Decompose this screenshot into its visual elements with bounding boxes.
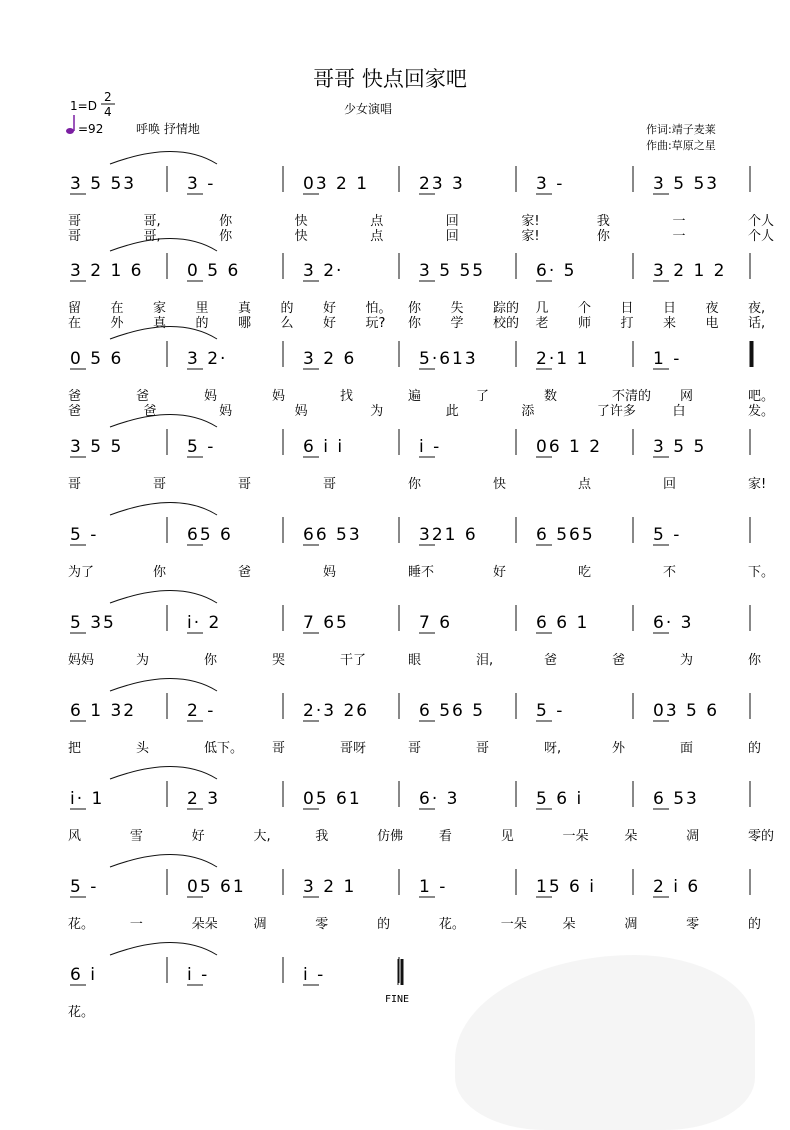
lyric-word: 朵 (624, 829, 638, 844)
lyric-word: 一 (672, 214, 686, 229)
slur-arc (110, 503, 217, 516)
lyric-word: 头 (136, 741, 150, 756)
lyric-word: 哥 (272, 741, 286, 756)
lyric-word: 踪的 (493, 301, 520, 316)
lyric-word: 师 (578, 316, 592, 331)
lyric-word: 的 (748, 741, 762, 756)
measure-notes: 6 565 (536, 525, 595, 545)
lyric-word: 在 (110, 301, 124, 316)
measure-notes: i· 2 (187, 613, 222, 633)
lyric-word: 几 (535, 301, 549, 316)
time-top: 2 (104, 90, 112, 104)
lyric-word: 外 (110, 316, 124, 331)
lyric-word: 哥 (68, 229, 82, 244)
measure-notes: 6 1 32 (70, 701, 137, 721)
lyric-word: 花。 (438, 917, 465, 932)
performer: 少女演唱 (343, 102, 393, 116)
lyric-word: 朵朵 (191, 917, 218, 932)
slur-arc (110, 591, 217, 604)
lyric-word: 你 (408, 316, 422, 331)
lyric-word: 点 (578, 477, 592, 492)
measure-notes: 0 5 6 (187, 261, 241, 281)
lyric-word: 哥 (476, 741, 490, 756)
measure-notes: 3 5 5 (70, 437, 124, 457)
measure-notes: 5 6 i (536, 789, 584, 809)
measure-notes: 5 - (653, 525, 682, 545)
lyric-word: 呀, (544, 741, 562, 756)
lyric-word: 一朵 (500, 917, 527, 932)
fine-mark: FINE (384, 994, 410, 1005)
measure-notes: 5 - (187, 437, 216, 457)
measure-notes: 2 3 (187, 789, 221, 809)
lyric-word: 外 (612, 741, 626, 756)
expression-mark: 呼唤 抒情地 (136, 122, 200, 136)
measure-notes: 05 61 (303, 789, 362, 809)
measure-notes: 6· 3 (419, 789, 460, 809)
lyric-word: 花。 (68, 917, 95, 932)
lyric-word: 大, (253, 829, 271, 844)
lyric-word: 为 (370, 404, 384, 419)
tempo: =92 (78, 122, 104, 136)
lyric-word: 你 (219, 214, 233, 229)
lyric-word: 为 (136, 653, 150, 668)
lyric-word: 妈 (294, 404, 308, 419)
lyric-word: 不 (663, 565, 677, 580)
measure-notes: 6· 3 (653, 613, 694, 633)
lyric-word: 哥 (68, 214, 82, 229)
lyric-word: 爸 (143, 404, 157, 419)
lyric-word: 遍 (408, 389, 422, 404)
slur-arc (110, 679, 217, 692)
lyric-word: 低下。 (204, 741, 244, 756)
measure-notes: 1 - (419, 877, 448, 897)
lyric-word: 你 (596, 229, 610, 244)
measure-notes: 3 - (536, 174, 565, 194)
lyric-word: 妈 (219, 404, 233, 419)
lyric-word: 回 (445, 214, 459, 229)
measure-notes: 23 3 (419, 174, 465, 194)
lyric-word: 哥, (143, 229, 161, 244)
lyric-word: 夜, (748, 301, 766, 316)
lyric-word: 真 (238, 301, 252, 316)
lyric-word: 哭 (272, 653, 286, 668)
lyric-word: 一 (672, 229, 686, 244)
lyric-word: 好 (323, 301, 337, 316)
measure-notes: 3 5 5 (653, 437, 707, 457)
measure-notes: 5 35 (70, 613, 116, 633)
lyric-word: 你 (204, 653, 218, 668)
lyric-word: 回 (445, 229, 459, 244)
lyric-word: 我 (315, 829, 329, 844)
lyric-word: 来 (663, 316, 677, 331)
measure-notes: 7 65 (303, 613, 349, 633)
lyric-word: 的 (377, 917, 391, 932)
measure-notes: 06 1 2 (536, 437, 603, 457)
lyric-word: 白 (672, 404, 686, 419)
lyric-word: 眼 (408, 653, 422, 668)
lyric-word: 妈 (272, 389, 286, 404)
measure-notes: 15 6 i (536, 877, 596, 897)
lyric-word: 爸 (68, 404, 82, 419)
lyric-word: 学 (450, 316, 464, 331)
lyric-word: 哥呀 (340, 741, 367, 756)
composer-credit: 作曲:草原之星 (646, 139, 716, 152)
measure-notes: 03 5 6 (653, 701, 720, 721)
lyric-word: 把 (68, 741, 82, 756)
lyric-word: 个人 (748, 214, 775, 229)
lyric-word: 添 (521, 404, 535, 419)
lyric-word: 朵 (562, 917, 576, 932)
lyric-word: 数 (544, 389, 558, 404)
lyric-word: 爸 (136, 389, 150, 404)
lyric-word: 妈 (204, 389, 218, 404)
lyric-word: 个人 (748, 229, 775, 244)
lyric-word: 校的 (493, 316, 520, 331)
slur-arc (110, 152, 217, 165)
measure-notes: 6· 5 (536, 261, 577, 281)
measure-notes: 5 - (70, 525, 99, 545)
lyric-word: 看 (438, 829, 452, 844)
lyric-word: 零 (686, 917, 700, 932)
lyric-word: 个 (578, 301, 592, 316)
lyric-word: 夜 (705, 301, 719, 316)
lyric-word: 泪, (476, 653, 494, 668)
measure-notes: 3 5 53 (70, 174, 137, 194)
measure-notes: 0 5 6 (70, 349, 124, 369)
lyric-word: 一朵 (562, 829, 589, 844)
lyric-word: 哥 (323, 477, 337, 492)
lyric-word: 我 (596, 214, 610, 229)
lyric-word: 哥 (408, 741, 422, 756)
lyric-word: 快 (493, 477, 507, 492)
lyric-word: 点 (370, 214, 384, 229)
measure-notes: 3 - (187, 174, 216, 194)
slur-arc (110, 943, 217, 956)
lyric-word: 不清的 (612, 389, 652, 404)
lyric-word: 下。 (748, 565, 775, 580)
measure-notes: 3 2 1 6 (70, 261, 144, 281)
measure-notes: i· 1 (70, 789, 105, 809)
lyric-word: 凋 (686, 829, 700, 844)
measure-notes: 05 61 (187, 877, 246, 897)
lyric-word: 网 (680, 389, 694, 404)
lyric-word: 花。 (68, 1005, 95, 1020)
measure-notes: 3 5 55 (419, 261, 486, 281)
lyric-word: 爸 (238, 565, 252, 580)
lyricist-credit: 作词:靖子麦莱 (646, 123, 716, 136)
measure-notes: 2·3 26 (303, 701, 370, 721)
quarter-note-icon (66, 115, 74, 134)
lyric-word: 家 (153, 301, 167, 316)
measure-notes: 3 2 1 (303, 877, 357, 897)
lyric-word: 你 (153, 565, 167, 580)
measure-notes: 2·1 1 (536, 349, 590, 369)
lyric-word: 妈 (323, 565, 337, 580)
lyric-word: 你 (408, 477, 422, 492)
lyric-word: 失 (450, 301, 464, 316)
lyric-word: 哥 (68, 477, 82, 492)
lyric-word: 了许多 (596, 404, 636, 419)
lyric-word: 凋 (624, 917, 638, 932)
lyric-word: 留 (68, 301, 82, 316)
measure-notes: 1 - (653, 349, 682, 369)
lyric-word: 好 (191, 829, 205, 844)
lyric-word: 哥 (153, 477, 167, 492)
lyric-word: 吃 (578, 565, 592, 580)
time-bottom: 4 (104, 105, 112, 119)
lyric-word: 吧。 (748, 389, 775, 404)
lyric-word: 回 (663, 477, 677, 492)
lyric-word: 零 (315, 917, 329, 932)
lyric-word: 老 (535, 316, 549, 331)
lyric-word: 你 (408, 301, 422, 316)
lyric-word: 发。 (748, 404, 775, 419)
lyric-word: 快 (294, 214, 308, 229)
measure-notes: 66 53 (303, 525, 362, 545)
lyric-word: 风 (68, 829, 82, 844)
song-title: 哥哥 快点回家吧 (313, 67, 467, 91)
lyric-word: 怕。 (365, 301, 392, 316)
measure-notes: 3 5 53 (653, 174, 720, 194)
measure-notes: 321 6 (419, 525, 478, 545)
lyric-word: 仿佛 (377, 829, 404, 844)
measure-notes: i - (419, 437, 442, 457)
measure-notes: i - (187, 965, 210, 985)
measure-notes: 5 - (536, 701, 565, 721)
lyric-word: 爸 (612, 653, 626, 668)
lyric-word: 哪 (238, 316, 252, 331)
measure-notes: 5·613 (419, 349, 478, 369)
lyric-word: 为 (680, 653, 694, 668)
lyric-word: 零的 (748, 829, 775, 844)
lyric-word: 凋 (253, 917, 267, 932)
lyric-word: 玩? (365, 316, 386, 331)
lyric-word: 干了 (340, 653, 367, 668)
lyric-word: 你 (219, 229, 233, 244)
lyric-word: 的 (195, 316, 209, 331)
measure-notes: 2 i 6 (653, 877, 701, 897)
measure-notes: 5 - (70, 877, 99, 897)
slur-arc (110, 415, 217, 428)
lyric-word: 爸 (544, 653, 558, 668)
lyric-word: 家! (521, 214, 540, 229)
measure-notes: 6 53 (653, 789, 699, 809)
slur-arc (110, 239, 217, 252)
lyric-word: 家! (521, 229, 540, 244)
lyric-word: 快 (294, 229, 308, 244)
lyric-word: 爸 (68, 389, 82, 404)
lyric-word: 里 (195, 301, 209, 316)
lyric-word: 找 (340, 389, 354, 404)
lyric-word: 打 (620, 316, 634, 331)
measure-notes: 3 2· (303, 261, 344, 281)
lyric-word: 日 (620, 301, 634, 316)
lyric-word: 的 (280, 301, 294, 316)
slur-arc (110, 855, 217, 868)
lyric-word: 好 (323, 316, 337, 331)
lyric-word: 在 (68, 316, 82, 331)
lyric-word: 哥 (238, 477, 252, 492)
lyric-word: 家! (748, 477, 767, 492)
measure-notes: 6 56 5 (419, 701, 486, 721)
lyric-word: 好 (493, 565, 507, 580)
lyric-word: 电 (705, 316, 719, 331)
lyric-word: 日 (663, 301, 677, 316)
lyric-word: 哥, (143, 214, 161, 229)
measure-notes: 2 - (187, 701, 216, 721)
measure-notes: 3 2 6 (303, 349, 357, 369)
measure-notes: 3 2 1 2 (653, 261, 727, 281)
measure-notes: 6 6 1 (536, 613, 590, 633)
lyric-word: 真 (153, 316, 167, 331)
lyric-word: 睡不 (408, 565, 435, 580)
lyric-word: 了 (476, 389, 490, 404)
lyric-word: 点 (370, 229, 384, 244)
measure-notes: 6 i i (303, 437, 345, 457)
measure-notes: 6 i (70, 965, 97, 985)
lyric-word: 雪 (129, 829, 143, 844)
lyric-word: 面 (680, 741, 694, 756)
lyric-word: 的 (748, 917, 762, 932)
lyric-word: 你 (748, 653, 762, 668)
measure-notes: 3 2· (187, 349, 228, 369)
lyric-word: 话, (748, 316, 766, 331)
lyric-word: 为了 (68, 565, 95, 580)
lyric-word: 妈妈 (68, 653, 95, 668)
lyric-word: 见 (500, 829, 514, 844)
lyric-word: 一 (129, 917, 143, 932)
measure-notes: 03 2 1 (303, 174, 370, 194)
lyric-word: 么 (280, 316, 294, 331)
lyric-word: 此 (445, 404, 459, 419)
measure-notes: i - (303, 965, 326, 985)
slur-arc (110, 767, 217, 780)
measure-notes: 7 6 (419, 613, 453, 633)
key-signature: 1=D (70, 99, 97, 113)
measure-notes: 65 6 (187, 525, 233, 545)
